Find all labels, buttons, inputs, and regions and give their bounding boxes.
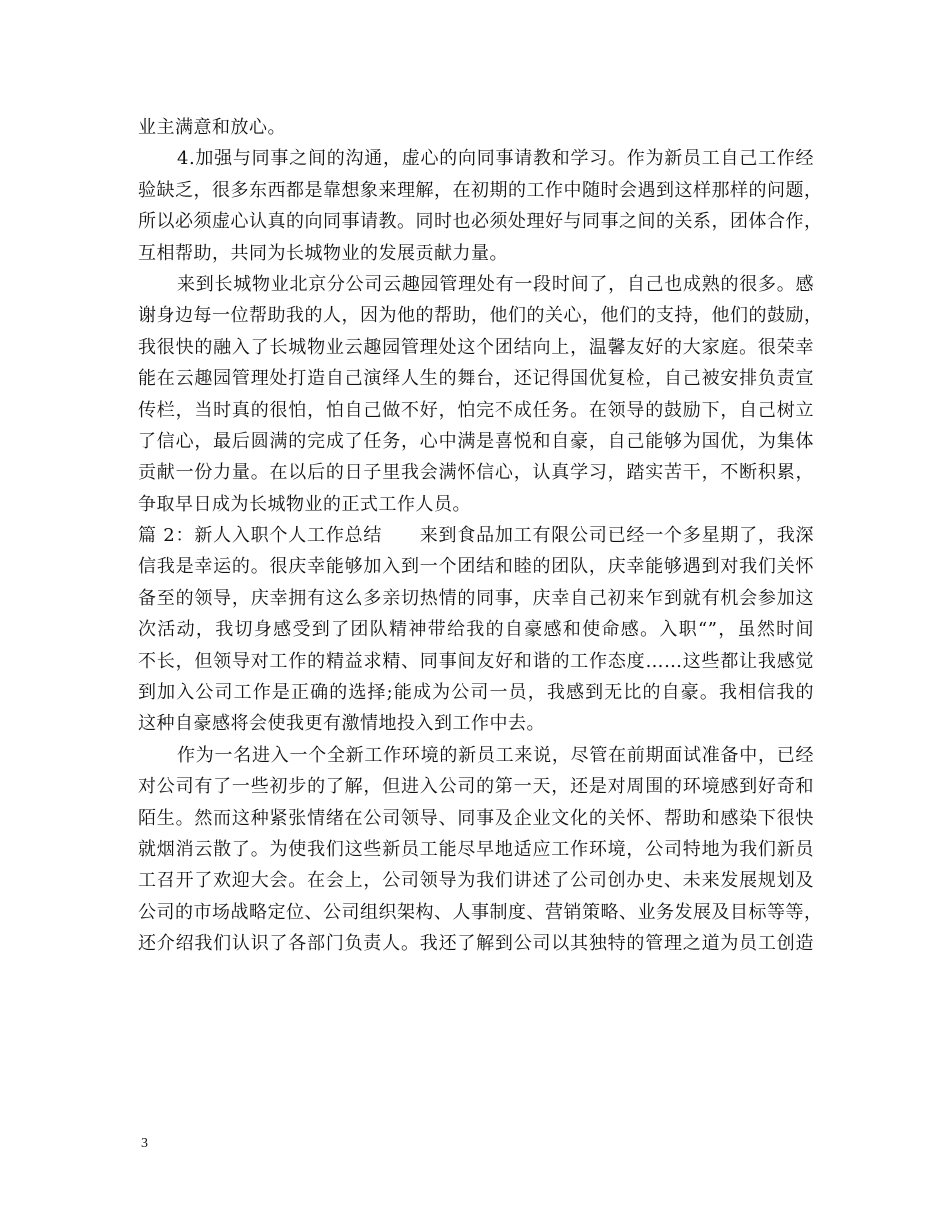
text-line: 验缺乏，很多东西都是靠想象来理解，在初期的工作中随时会遇到这样那样的问题， (138, 179, 823, 201)
text-line: 业主满意和放心。 (138, 117, 286, 138)
text-line: 我很快的融入了长城物业云趣园管理处这个团结向上，温馨友好的大家庭。很荣幸 (138, 336, 814, 358)
text-line: 还介绍我们认识了各部门负责人。我还了解到公司以其独特的管理之道为员工创造 (138, 933, 814, 955)
text-line: 到加入公司工作是正确的选择;能成为公司一员，我感到无比的自豪。我相信我的 (138, 682, 814, 704)
text-line: 次活动，我切身感受到了团队精神带给我的自豪感和使命感。入职“”，虽然时间 (138, 619, 814, 641)
text-line: 谢身边每一位帮助我的人，因为他的帮助，他们的关心，他们的支持，他们的鼓励， (138, 305, 823, 327)
text-line: 传栏，当时真的很怕，怕自己做不好，怕完不成任务。在领导的鼓励下，自己树立 (138, 399, 814, 421)
text-line: 工召开了欢迎大会。在会上，公司领导为我们讲述了公司创办史、未来发展规划及 (138, 870, 814, 892)
text-line: 对公司有了一些初步的了解，但进入公司的第一天，还是对周围的环境感到好奇和 (138, 776, 814, 798)
text-line: 这种自豪感将会使我更有激情地投入到工作中去。 (138, 713, 545, 735)
body-text (138, 112, 823, 960)
text-line: 不长，但领导对工作的精益求精、同事间友好和谐的工作态度……这些都让我感觉 (138, 650, 814, 672)
text-line: 了信心，最后圆满的完成了任务，心中满是喜悦和自豪，自己能够为国优，为集体 (138, 430, 814, 452)
text-line: 公司的市场战略定位、公司组织架构、人事制度、营销策略、业务发展及目标等等， (138, 901, 823, 923)
text-line: 就烟消云散了。为使我们这些新员工能尽早地适应工作环境，公司特地为我们新员 (138, 838, 814, 860)
text-line: 互相帮助，共同为长城物业的发展贡献力量。 (138, 242, 508, 264)
text-line: 陌生。然而这种紧张情绪在公司领导、同事及企业文化的关怀、帮助和感染下很快 (138, 807, 814, 829)
text-line: 能在云趣园管理处打造自己演绎人生的舞台，还记得国优复检，自己被安排负责宣 (138, 368, 814, 390)
text-line: 所以必须虚心认真的向同事请教。同时也必须处理好与同事之间的关系，团体合作， (138, 211, 823, 233)
text-line: 作为一名进入一个全新工作环境的新员工来说，尽管在前期面试准备中，已经 (177, 744, 814, 766)
page-number: 3 (141, 1136, 148, 1151)
text-line: 来到长城物业北京分公司云趣园管理处有一段时间了，自己也成熟的很多。感 (177, 273, 814, 295)
text-line: 贡献一份力量。在以后的日子里我会满怀信心，认真学习，踏实苦干，不断积累， (138, 462, 814, 484)
text-line: 信我是幸运的。很庆幸能够加入到一个团结和睦的团队，庆幸能够遇到对我们关怀 (138, 556, 814, 578)
text-line: 备至的领导，庆幸拥有这么多亲切热情的同事，庆幸自己初来乍到就有机会参加这 (138, 587, 814, 609)
text-line: 争取早日成为长城物业的正式工作人员。 (138, 493, 471, 515)
text-line: 4.加强与同事之间的沟通，虚心的向同事请教和学习。作为新员工自己工作经 (177, 148, 814, 170)
text-line: 篇 2：新人入职个人工作总结 来到食品加工有限公司已经一个多星期了，我深 (138, 525, 814, 547)
